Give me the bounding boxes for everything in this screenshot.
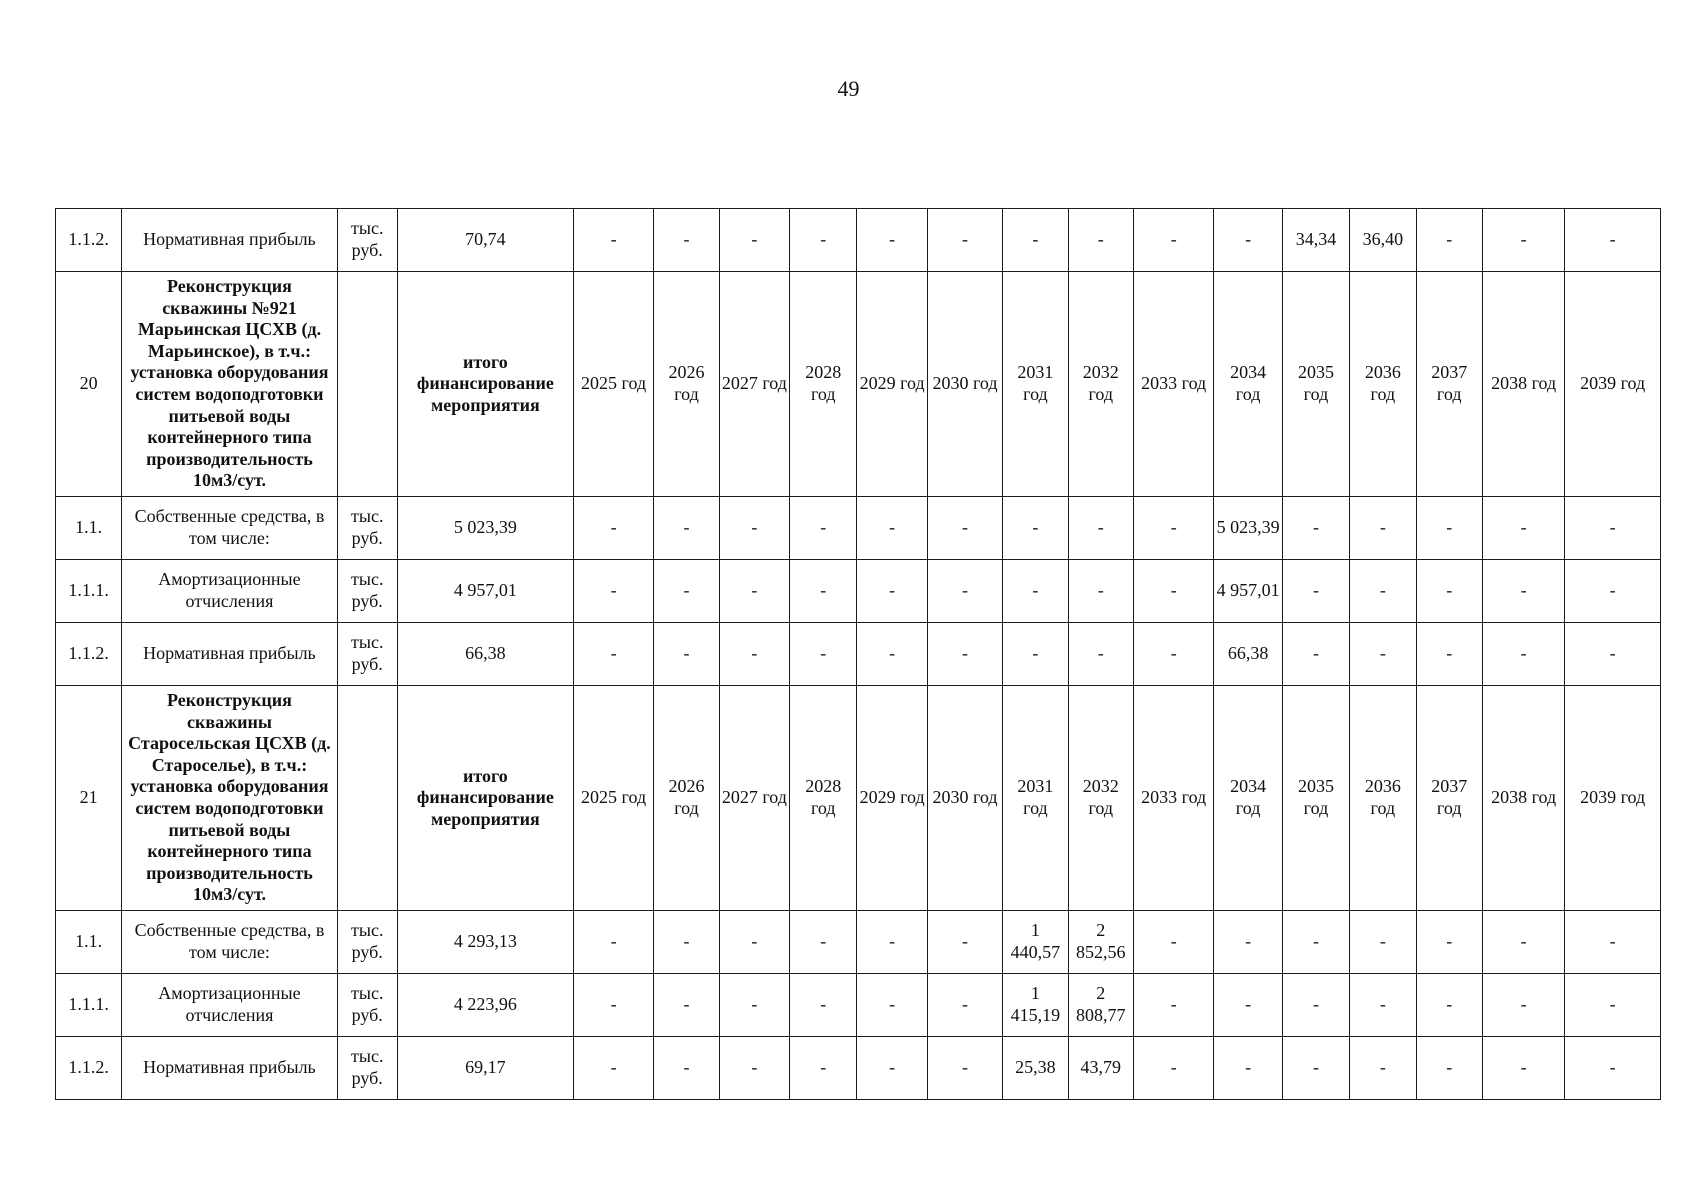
year-value-cell: - <box>1350 1037 1416 1100</box>
year-value-cell: - <box>1565 497 1661 560</box>
year-value-cell: - <box>857 911 927 974</box>
year-header-cell: 2035 год <box>1282 272 1349 497</box>
year-value-cell: 25,38 <box>1003 1037 1068 1100</box>
year-value-cell: - <box>857 974 927 1037</box>
project-name-cell: Реконструкция скважины №921 Марьинская ЦСХВ (д. Марьинское), в т.ч.: установка оборудования систем водоподготовки питьевой воды контейнерного типа производительность 10м3/сут. <box>122 272 337 497</box>
row-code-cell: 1.1. <box>56 911 122 974</box>
item-name-cell: Нормативная прибыль <box>122 209 337 272</box>
year-value-cell: - <box>927 1037 1002 1100</box>
year-header-cell: 2030 год <box>927 686 1002 911</box>
year-value-cell: - <box>1482 560 1564 623</box>
year-value-cell: - <box>857 623 927 686</box>
table-row <box>56 497 1661 560</box>
year-value-cell: - <box>719 209 789 272</box>
project-header-row <box>56 686 1661 911</box>
year-value-cell: 1 415,19 <box>1003 974 1068 1037</box>
year-value-cell: - <box>1565 560 1661 623</box>
year-value-cell: - <box>1350 497 1416 560</box>
year-value-cell: - <box>790 974 857 1037</box>
year-value-cell: - <box>1003 497 1068 560</box>
year-value-cell: - <box>1350 911 1416 974</box>
year-header-cell: 2033 год <box>1133 686 1213 911</box>
year-header-cell: 2025 год <box>573 272 653 497</box>
year-value-cell: - <box>1565 623 1661 686</box>
unit-cell <box>337 272 397 497</box>
year-value-cell: - <box>790 209 857 272</box>
year-value-cell: - <box>573 623 653 686</box>
year-value-cell: - <box>790 497 857 560</box>
item-name-cell: Нормативная прибыль <box>122 1037 337 1100</box>
year-value-cell: - <box>790 911 857 974</box>
total-value-cell: 4 957,01 <box>397 560 573 623</box>
year-value-cell: - <box>573 497 653 560</box>
year-value-cell: - <box>927 209 1002 272</box>
year-value-cell: - <box>927 560 1002 623</box>
year-value-cell: - <box>1416 911 1482 974</box>
year-value-cell: - <box>1282 497 1349 560</box>
row-code-cell: 21 <box>56 686 122 911</box>
year-value-cell: - <box>1068 560 1133 623</box>
year-value-cell: - <box>857 1037 927 1100</box>
item-name-cell: Нормативная прибыль <box>122 623 337 686</box>
total-label-cell: итого финансирование мероприятия <box>397 272 573 497</box>
year-value-cell: - <box>790 623 857 686</box>
item-name-cell: Амортизационные отчисления <box>122 560 337 623</box>
year-value-cell: - <box>790 1037 857 1100</box>
year-value-cell: 43,79 <box>1068 1037 1133 1100</box>
year-value-cell: - <box>1416 560 1482 623</box>
year-value-cell: - <box>1068 623 1133 686</box>
year-value-cell: - <box>1003 623 1068 686</box>
year-value-cell: - <box>719 623 789 686</box>
year-value-cell: - <box>1565 911 1661 974</box>
year-value-cell: - <box>927 623 1002 686</box>
row-code-cell: 1.1.2. <box>56 209 122 272</box>
year-header-cell: 2031 год <box>1003 686 1068 911</box>
year-value-cell: - <box>654 497 719 560</box>
year-value-cell: - <box>1068 497 1133 560</box>
year-value-cell: - <box>1565 209 1661 272</box>
year-header-cell: 2035 год <box>1282 686 1349 911</box>
year-value-cell: - <box>1482 911 1564 974</box>
year-value-cell: - <box>1565 974 1661 1037</box>
year-value-cell: - <box>654 209 719 272</box>
year-value-cell: - <box>573 1037 653 1100</box>
year-value-cell: - <box>654 974 719 1037</box>
year-value-cell: - <box>719 497 789 560</box>
year-value-cell: - <box>927 497 1002 560</box>
year-value-cell: - <box>1482 209 1564 272</box>
year-value-cell: - <box>1482 497 1564 560</box>
year-value-cell: - <box>719 1037 789 1100</box>
year-value-cell: - <box>1282 974 1349 1037</box>
table-row <box>56 560 1661 623</box>
year-value-cell: - <box>1416 623 1482 686</box>
year-header-cell: 2039 год <box>1565 272 1661 497</box>
project-name-cell: Реконструкция скважины Старосельская ЦСХВ (д. Староселье), в т.ч.: установка оборудования систем водоподготовки питьевой воды контейнерного типа производительность 10м3/сут. <box>122 686 337 911</box>
year-value-cell: - <box>1565 1037 1661 1100</box>
table-row <box>56 623 1661 686</box>
year-value-cell: - <box>857 209 927 272</box>
item-name-cell: Собственные средства, в том числе: <box>122 911 337 974</box>
year-value-cell: - <box>1416 1037 1482 1100</box>
year-header-cell: 2037 год <box>1416 272 1482 497</box>
year-header-cell: 2029 год <box>857 272 927 497</box>
year-value-cell: - <box>1482 1037 1564 1100</box>
year-value-cell: 2 808,77 <box>1068 974 1133 1037</box>
year-header-cell: 2027 год <box>719 272 789 497</box>
unit-cell <box>337 686 397 911</box>
year-header-cell: 2038 год <box>1482 272 1564 497</box>
year-value-cell: - <box>1133 974 1213 1037</box>
project-header-row <box>56 272 1661 497</box>
year-value-cell: 2 852,56 <box>1068 911 1133 974</box>
year-value-cell: - <box>1350 560 1416 623</box>
year-header-cell: 2039 год <box>1565 686 1661 911</box>
year-value-cell: - <box>1282 623 1349 686</box>
year-header-cell: 2032 год <box>1068 272 1133 497</box>
year-value-cell: - <box>573 209 653 272</box>
year-value-cell: 1 440,57 <box>1003 911 1068 974</box>
unit-cell: тыс. руб. <box>337 623 397 686</box>
year-header-cell: 2036 год <box>1350 272 1416 497</box>
table-row <box>56 1037 1661 1100</box>
year-value-cell: - <box>1416 209 1482 272</box>
year-value-cell: - <box>1350 974 1416 1037</box>
year-header-cell: 2034 год <box>1214 272 1282 497</box>
year-value-cell: 36,40 <box>1350 209 1416 272</box>
year-value-cell: - <box>1416 974 1482 1037</box>
year-value-cell: - <box>573 974 653 1037</box>
year-value-cell: - <box>1282 560 1349 623</box>
year-value-cell: - <box>1482 623 1564 686</box>
year-value-cell: - <box>1282 1037 1349 1100</box>
year-value-cell: - <box>573 560 653 623</box>
year-value-cell: - <box>1214 1037 1282 1100</box>
year-header-cell: 2032 год <box>1068 686 1133 911</box>
year-header-cell: 2034 год <box>1214 686 1282 911</box>
year-header-cell: 2028 год <box>790 686 857 911</box>
year-value-cell: - <box>719 560 789 623</box>
item-name-cell: Собственные средства, в том числе: <box>122 497 337 560</box>
year-header-cell: 2028 год <box>790 272 857 497</box>
table-row <box>56 209 1661 272</box>
year-value-cell: - <box>573 911 653 974</box>
year-header-cell: 2025 год <box>573 686 653 911</box>
year-value-cell: 5 023,39 <box>1214 497 1282 560</box>
unit-cell: тыс. руб. <box>337 974 397 1037</box>
year-header-cell: 2027 год <box>719 686 789 911</box>
total-value-cell: 4 293,13 <box>397 911 573 974</box>
year-header-cell: 2036 год <box>1350 686 1416 911</box>
total-value-cell: 70,74 <box>397 209 573 272</box>
year-value-cell: - <box>654 623 719 686</box>
year-header-cell: 2038 год <box>1482 686 1564 911</box>
unit-cell: тыс. руб. <box>337 497 397 560</box>
year-header-cell: 2030 год <box>927 272 1002 497</box>
year-value-cell: - <box>1068 209 1133 272</box>
item-name-cell: Амортизационные отчисления <box>122 974 337 1037</box>
year-value-cell: - <box>1416 497 1482 560</box>
year-value-cell: - <box>654 560 719 623</box>
year-value-cell: - <box>927 974 1002 1037</box>
year-value-cell: - <box>719 911 789 974</box>
total-value-cell: 69,17 <box>397 1037 573 1100</box>
total-value-cell: 4 223,96 <box>397 974 573 1037</box>
year-value-cell: - <box>654 1037 719 1100</box>
year-value-cell: - <box>1133 497 1213 560</box>
year-value-cell: 34,34 <box>1282 209 1349 272</box>
year-value-cell: - <box>1133 1037 1213 1100</box>
row-code-cell: 1.1.1. <box>56 560 122 623</box>
page-number: 49 <box>837 76 860 101</box>
year-value-cell: - <box>654 911 719 974</box>
year-header-cell: 2033 год <box>1133 272 1213 497</box>
year-value-cell: - <box>1003 560 1068 623</box>
row-code-cell: 1.1.2. <box>56 623 122 686</box>
table-row <box>56 911 1661 974</box>
year-value-cell: 4 957,01 <box>1214 560 1282 623</box>
year-value-cell: - <box>1214 974 1282 1037</box>
unit-cell: тыс. руб. <box>337 911 397 974</box>
year-value-cell: - <box>1214 209 1282 272</box>
year-value-cell: - <box>927 911 1002 974</box>
total-value-cell: 66,38 <box>397 623 573 686</box>
year-header-cell: 2037 год <box>1416 686 1482 911</box>
year-value-cell: - <box>857 560 927 623</box>
table-row <box>56 974 1661 1037</box>
year-value-cell: - <box>1003 209 1068 272</box>
year-header-cell: 2031 год <box>1003 272 1068 497</box>
row-code-cell: 1.1.1. <box>56 974 122 1037</box>
year-value-cell: - <box>719 974 789 1037</box>
year-value-cell: - <box>1133 560 1213 623</box>
year-value-cell: - <box>1214 911 1282 974</box>
year-value-cell: - <box>1133 623 1213 686</box>
year-value-cell: - <box>1282 911 1349 974</box>
unit-cell: тыс. руб. <box>337 209 397 272</box>
year-value-cell: - <box>1133 911 1213 974</box>
year-header-cell: 2026 год <box>654 686 719 911</box>
year-header-cell: 2026 год <box>654 272 719 497</box>
year-value-cell: - <box>1350 623 1416 686</box>
year-value-cell: - <box>790 560 857 623</box>
year-value-cell: 66,38 <box>1214 623 1282 686</box>
year-value-cell: - <box>1133 209 1213 272</box>
total-value-cell: 5 023,39 <box>397 497 573 560</box>
total-label-cell: итого финансирование мероприятия <box>397 686 573 911</box>
year-header-cell: 2029 год <box>857 686 927 911</box>
row-code-cell: 1.1. <box>56 497 122 560</box>
year-value-cell: - <box>857 497 927 560</box>
row-code-cell: 20 <box>56 272 122 497</box>
unit-cell: тыс. руб. <box>337 1037 397 1100</box>
unit-cell: тыс. руб. <box>337 560 397 623</box>
row-code-cell: 1.1.2. <box>56 1037 122 1100</box>
year-value-cell: - <box>1482 974 1564 1037</box>
financing-table <box>55 208 1661 1100</box>
